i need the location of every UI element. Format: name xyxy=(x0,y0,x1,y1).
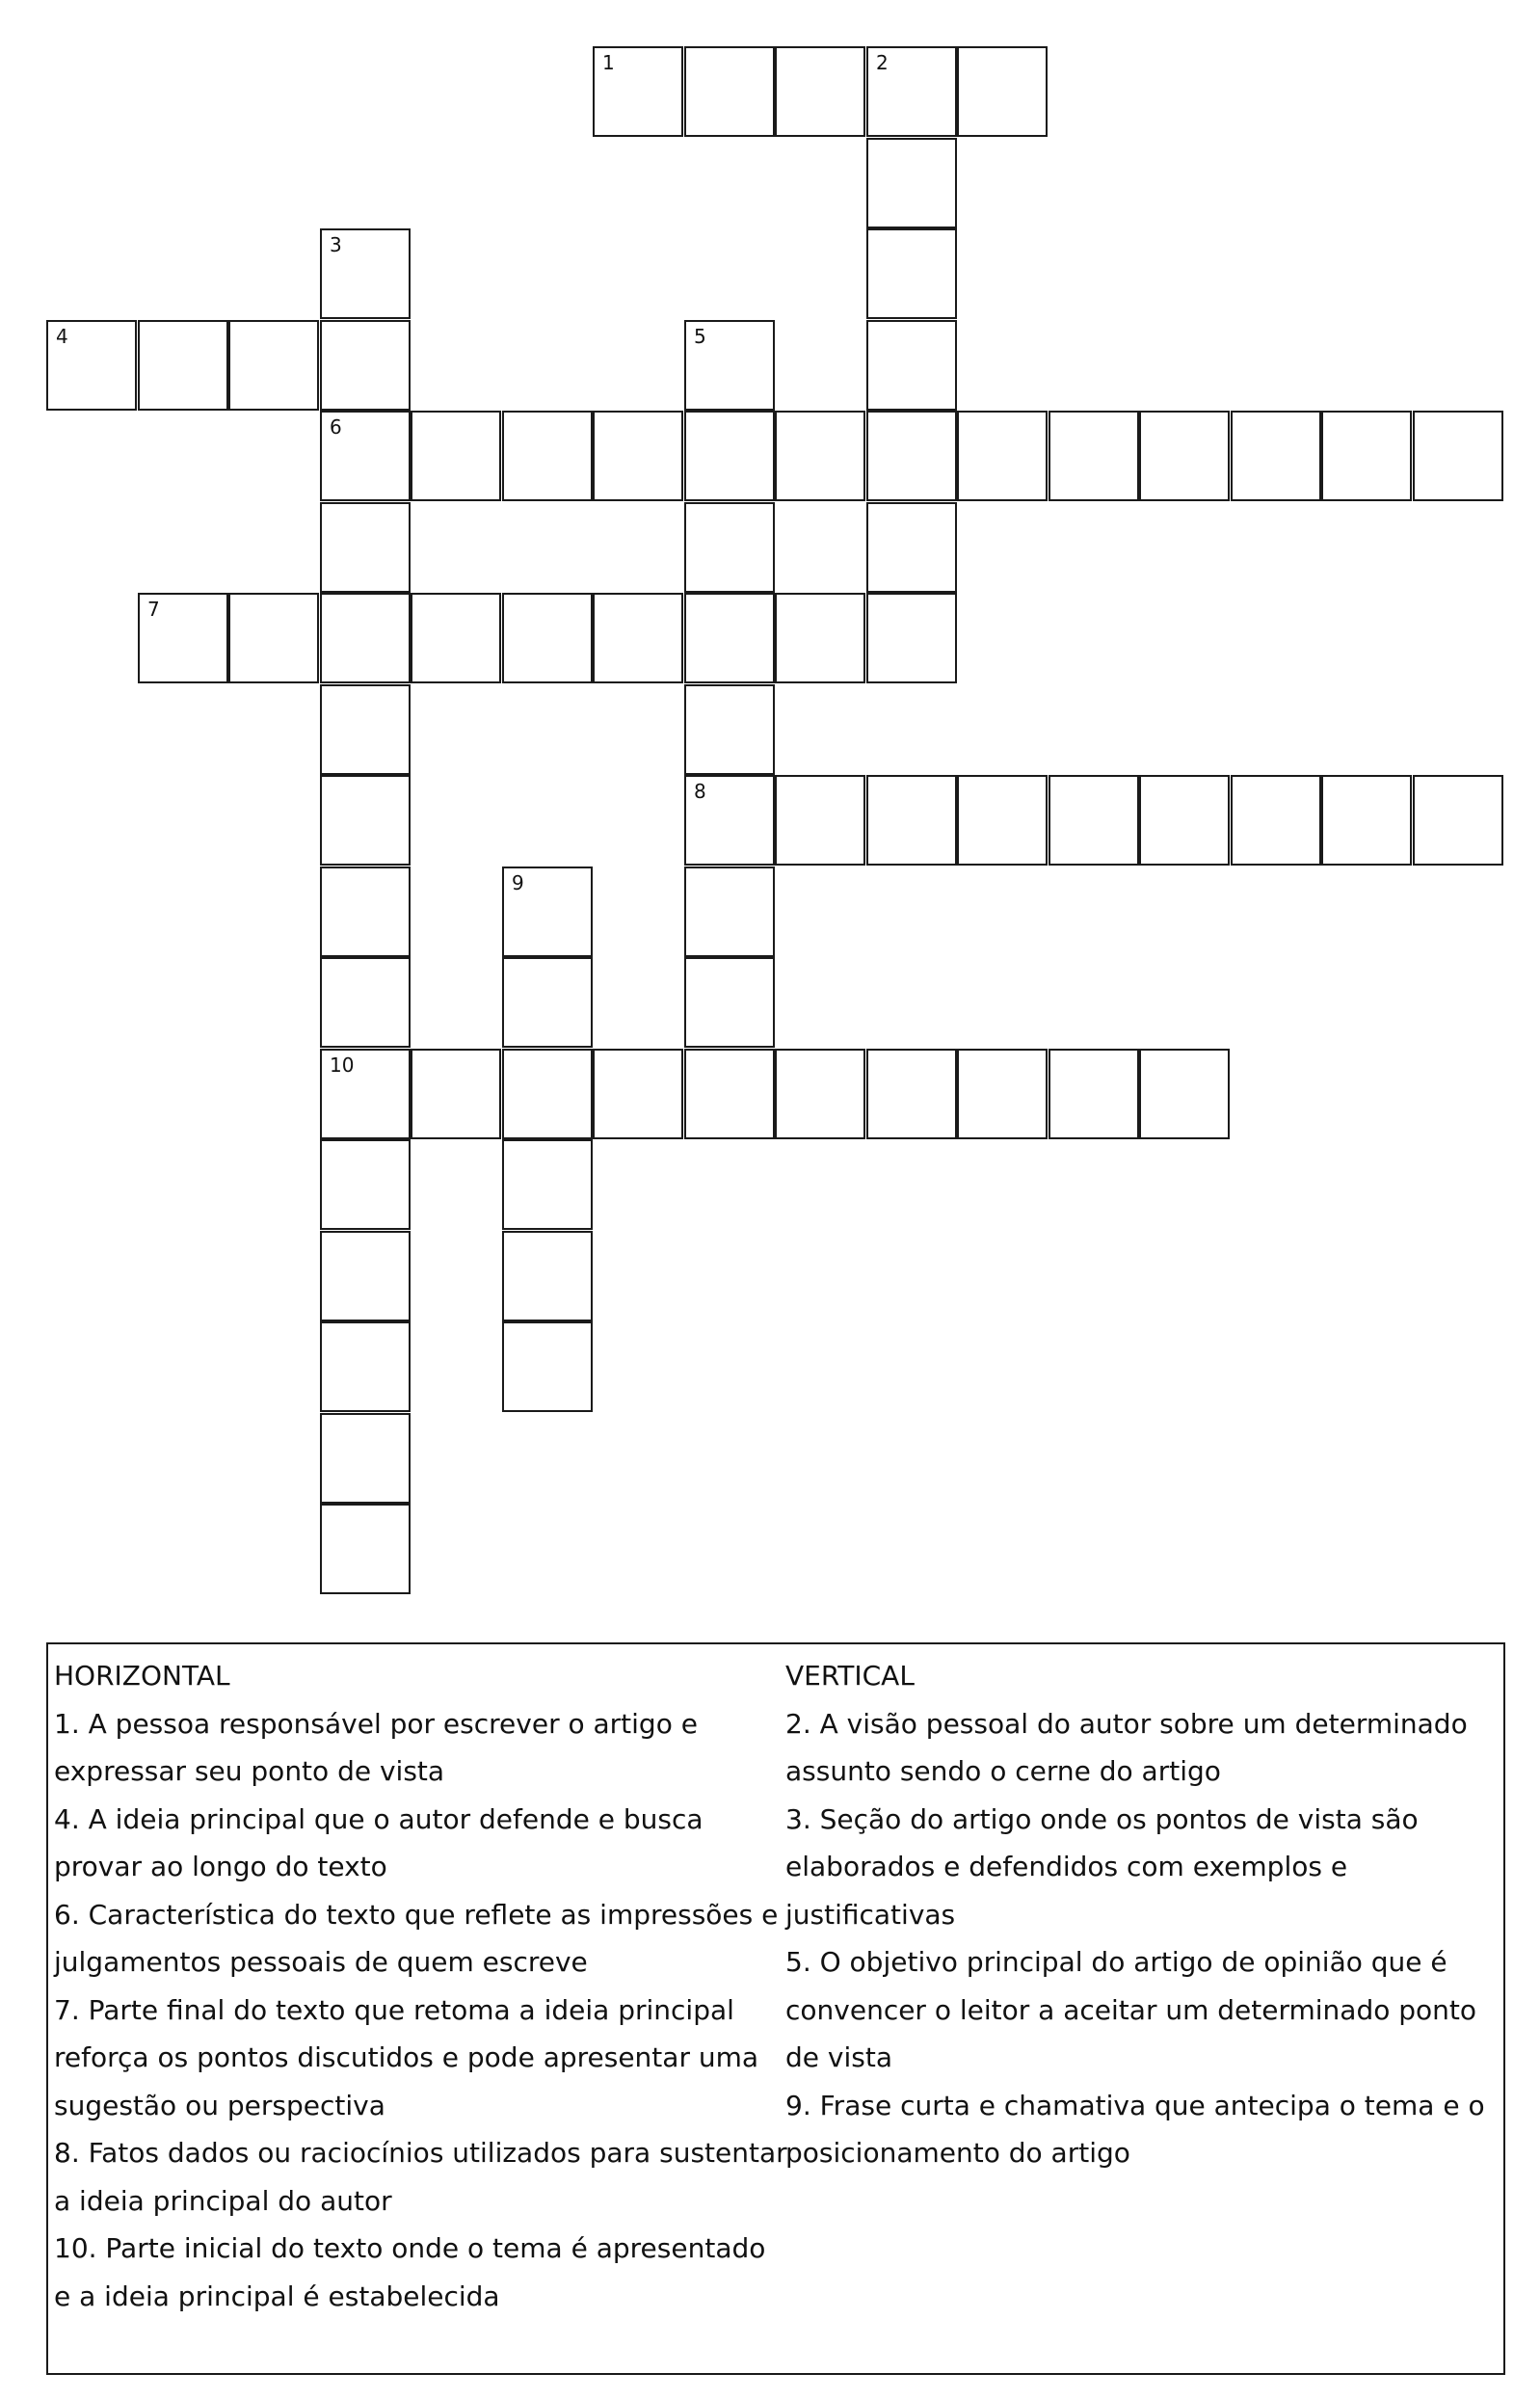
grid-cell[interactable] xyxy=(866,1049,957,1139)
grid-cell[interactable] xyxy=(502,1321,593,1412)
grid-cell[interactable] xyxy=(684,46,775,137)
horizontal-clues xyxy=(54,1652,788,2320)
clue-across-8: 8. Fatos dados ou raciocínios utilizados para sustentar a ideia principal do autor xyxy=(54,2137,787,2217)
horizontal-heading: HORIZONTAL xyxy=(54,1660,230,1692)
grid-cell[interactable] xyxy=(1321,775,1412,866)
grid-cell[interactable] xyxy=(502,957,593,1048)
grid-cell[interactable] xyxy=(1049,1049,1139,1139)
grid-cell[interactable] xyxy=(1139,1049,1230,1139)
grid-cell[interactable] xyxy=(320,228,411,319)
grid-cell[interactable] xyxy=(866,320,957,411)
clues-box xyxy=(46,1642,1505,2375)
grid-cell[interactable] xyxy=(866,502,957,593)
grid-cell[interactable] xyxy=(411,1049,501,1139)
grid-cell[interactable] xyxy=(957,411,1048,501)
clue-across-6: 6. Característica do texto que reflete as impressões e julgamentos pessoais de quem escreve xyxy=(54,1898,779,1978)
clue-number: 7 xyxy=(147,598,160,621)
grid-cell[interactable] xyxy=(1049,411,1139,501)
clue-across-7: 7. Parte final do texto que retoma a ideia principal reforça os pontos discutidos e pode apresentar uma sugestão ou perspectiva xyxy=(54,1993,759,2121)
grid-cell[interactable] xyxy=(228,593,319,683)
grid-cell[interactable] xyxy=(502,1049,593,1139)
grid-cell[interactable] xyxy=(320,1231,411,1321)
grid-cell[interactable] xyxy=(593,593,683,683)
grid-cell[interactable] xyxy=(593,46,683,137)
vertical-clues xyxy=(785,1652,1499,2177)
grid-cell[interactable] xyxy=(1139,411,1230,501)
grid-cell[interactable] xyxy=(320,775,411,866)
clue-down-9: 9. Frase curta e chamativa que antecipa o tema e o posicionamento do artigo xyxy=(785,2089,1485,2169)
clue-number: 9 xyxy=(512,871,524,894)
grid-cell[interactable] xyxy=(320,957,411,1048)
grid-cell[interactable] xyxy=(502,1139,593,1230)
clue-number: 4 xyxy=(56,325,68,348)
grid-cell[interactable] xyxy=(684,593,775,683)
grid-cell[interactable] xyxy=(320,411,411,501)
grid-cell[interactable] xyxy=(502,593,593,683)
grid-cell[interactable] xyxy=(593,411,683,501)
grid-cell[interactable] xyxy=(684,1049,775,1139)
grid-cell[interactable] xyxy=(320,1413,411,1504)
grid-cell[interactable] xyxy=(866,228,957,319)
grid-cell[interactable] xyxy=(320,320,411,411)
grid-cell[interactable] xyxy=(866,411,957,501)
grid-cell[interactable] xyxy=(320,1504,411,1594)
grid-cell[interactable] xyxy=(320,1321,411,1412)
grid-cell[interactable] xyxy=(866,593,957,683)
grid-cell[interactable] xyxy=(320,593,411,683)
grid-cell[interactable] xyxy=(957,775,1048,866)
grid-cell[interactable] xyxy=(320,1049,411,1139)
clue-down-5: 5. O objetivo principal do artigo de opinião que é convencer o leitor a aceitar um determinado ponto de vista xyxy=(785,1946,1477,2073)
grid-cell[interactable] xyxy=(775,593,865,683)
grid-cell[interactable] xyxy=(320,684,411,775)
grid-cell[interactable] xyxy=(1321,411,1412,501)
vertical-heading: VERTICAL xyxy=(785,1660,915,1692)
grid-cell[interactable] xyxy=(684,502,775,593)
grid-cell[interactable] xyxy=(1139,775,1230,866)
grid-cell[interactable] xyxy=(1231,775,1321,866)
grid-cell[interactable] xyxy=(138,320,228,411)
grid-cell[interactable] xyxy=(1413,775,1503,866)
grid-cell[interactable] xyxy=(684,957,775,1048)
clue-number: 1 xyxy=(602,51,615,74)
grid-cell[interactable] xyxy=(502,867,593,957)
clue-number: 10 xyxy=(330,1053,355,1077)
grid-cell[interactable] xyxy=(320,502,411,593)
grid-cell[interactable] xyxy=(46,320,137,411)
grid-cell[interactable] xyxy=(320,1139,411,1230)
grid-cell[interactable] xyxy=(1049,775,1139,866)
grid-cell[interactable] xyxy=(866,775,957,866)
clue-across-4: 4. A ideia principal que o autor defende e busca provar ao longo do texto xyxy=(54,1802,704,1882)
grid-cell[interactable] xyxy=(866,138,957,228)
grid-cell[interactable] xyxy=(228,320,319,411)
clue-down-2: 2. A visão pessoal do autor sobre um determinado assunto sendo o cerne do artigo xyxy=(785,1707,1468,1787)
grid-cell[interactable] xyxy=(684,411,775,501)
grid-cell[interactable] xyxy=(411,411,501,501)
grid-cell[interactable] xyxy=(775,1049,865,1139)
grid-cell[interactable] xyxy=(775,46,865,137)
grid-cell[interactable] xyxy=(320,867,411,957)
grid-cell[interactable] xyxy=(866,46,957,137)
clue-number: 2 xyxy=(876,51,889,74)
grid-cell[interactable] xyxy=(1413,411,1503,501)
grid-cell[interactable] xyxy=(593,1049,683,1139)
grid-cell[interactable] xyxy=(957,46,1048,137)
grid-cell[interactable] xyxy=(684,320,775,411)
clue-number: 8 xyxy=(694,780,706,803)
grid-cell[interactable] xyxy=(684,867,775,957)
grid-cell[interactable] xyxy=(1231,411,1321,501)
grid-cell[interactable] xyxy=(138,593,228,683)
clue-number: 5 xyxy=(694,325,706,348)
clue-across-10: 10. Parte inicial do texto onde o tema é apresentado e a ideia principal é estabelecida xyxy=(54,2232,766,2312)
clue-number: 6 xyxy=(330,415,342,439)
grid-cell[interactable] xyxy=(684,775,775,866)
grid-cell[interactable] xyxy=(411,593,501,683)
grid-cell[interactable] xyxy=(684,684,775,775)
clue-across-1: 1. A pessoa responsável por escrever o artigo e expressar seu ponto de vista xyxy=(54,1707,698,1787)
grid-cell[interactable] xyxy=(957,1049,1048,1139)
grid-cell[interactable] xyxy=(775,775,865,866)
grid-cell[interactable] xyxy=(502,411,593,501)
clue-down-3: 3. Seção do artigo onde os pontos de vista são elaborados e defendidos com exemplos e justificativas xyxy=(785,1802,1419,1931)
clue-number: 3 xyxy=(330,233,342,256)
grid-cell[interactable] xyxy=(775,411,865,501)
grid-cell[interactable] xyxy=(502,1231,593,1321)
